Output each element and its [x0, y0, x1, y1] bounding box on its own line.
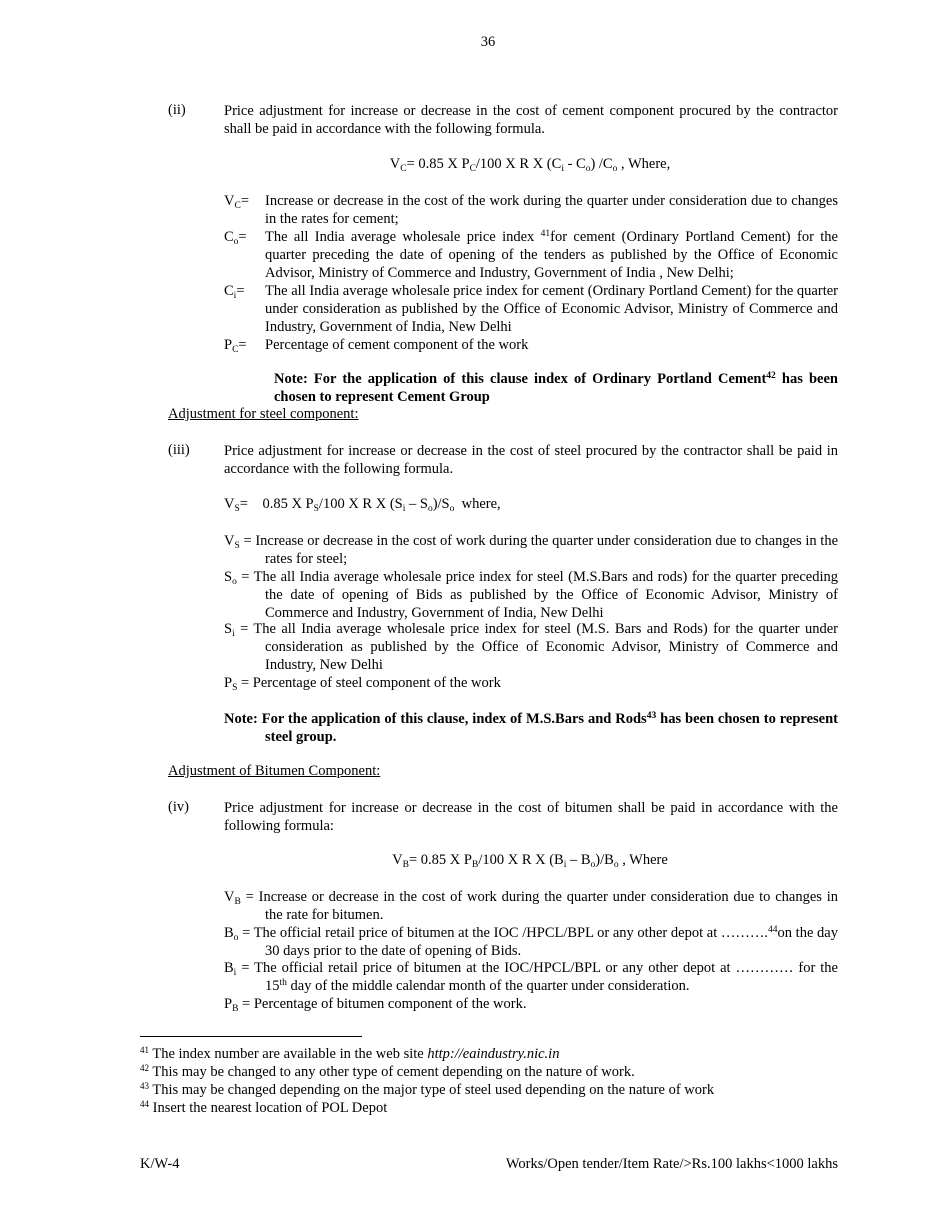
cement-note: Note: For the application of this clause index of Ordinary Portland Cement$^{42}$ has been chosen to represent Cement Group: [274, 371, 838, 405]
footnote-43: $^{43}$ This may be changed depending on the major type of steel used depending on the nature of work: [140, 1081, 715, 1098]
page-number: 36: [480, 34, 496, 50]
clause-iv-text: Price adjustment for increase or decrease in the cost of bitumen shall be paid in accordance with the following formula:: [224, 800, 838, 834]
footnote-44: $^{44}$ Insert the nearest location of POL Depot: [140, 1099, 388, 1116]
definition-ps: $P_S$ = Percentage of steel component of the work: [224, 675, 501, 693]
footnote-ref-43: 43: [646, 711, 657, 721]
definition-vs: $V_S$ = Increase or decrease in the cost of work during the quarter under consideration due to changes in the rates for steel;: [224, 533, 838, 567]
definition-si: $S_i$ = The all India average wholesale price index for steel (M.S. Bars and Rods) for the quarter under consideration as published by the Office of Economic Advisor, Ministry of Commerce and Industry, New Delhi: [224, 621, 838, 673]
clause-iii-text: Price adjustment for increase or decrease in the cost of steel procured by the contractor shall be paid in accordance with the following formula.: [224, 443, 838, 477]
clause-number-iv: (iv): [168, 799, 189, 815]
footnote-42: $^{42}$ This may be changed to any other type of cement depending on the nature of work.: [140, 1063, 635, 1080]
definition-bi: $B_i$ = The official retail price of bitumen at the IOC/HPCL/BPL or any other depot at ………… for the 15th day of the middle calendar month of the quarter under consideration.: [224, 960, 838, 994]
footnote-ref-41: 41: [540, 229, 551, 239]
footnote-ref-42: 42: [766, 371, 776, 381]
clause-number-iii: (iii): [168, 442, 190, 458]
definition-pb: $P_B$ = Percentage of bitumen component of the work.: [224, 996, 527, 1014]
footnote-link[interactable]: http://eaindustry.nic.in: [427, 1046, 560, 1062]
definition-vc: $V_C=$ Increase or decrease in the cost of the work during the quarter under consideration due to changes in the rates for cement;: [224, 193, 838, 227]
footnote-41: $^{41}$ The index number are available in the web site http://eaindustry.nic.in: [140, 1045, 560, 1062]
footer-tender-type: Works/Open tender/Item Rate/>Rs.100 lakhs<1000 lakhs: [505, 1156, 838, 1172]
definition-so: $S_o$ = The all India average wholesale price index for steel (M.S.Bars and rods) for the quarter preceding the date of opening of Bids as published by the Office of Economic Advisor, Ministry of Commerce and Industry, Government of India, New Delhi: [224, 569, 838, 621]
cement-formula: $V_C= 0.85$ X $P_C/100$ X R X $(C_i - C_o)$ $/C_o$ , Where,: [389, 156, 671, 174]
footnote-separator: [140, 1036, 362, 1037]
definition-bo: $B_o$ = The official retail price of bitumen at the IOC /HPCL/BPL or any other depot at ……….$^{44}$on the day 30 days prior to the date of opening of Bids.: [224, 925, 838, 959]
definition-pc: $P_C=$ Percentage of cement component of the work: [224, 337, 529, 355]
clause-ii-text: Price adjustment for increase or decrease in the cost of cement component procured by the contractor shall be paid in accordance with the following formula.: [224, 103, 838, 137]
footnote-ref-44: 44: [768, 925, 778, 935]
bitumen-formula: $V_B= 0.85$ X $P_B/100$ X R X $(B_i - B_o)/B_o$ , Where: [392, 852, 668, 870]
heading-steel: Adjustment for steel component:: [168, 406, 359, 422]
steel-formula: $V_S=$ 0.85 X $P_S/100$ X R X $(S_i - S_o)/S_o$ where,: [224, 496, 501, 514]
heading-bitumen: Adjustment of Bitumen Component:: [168, 763, 381, 779]
clause-number-ii: (ii): [168, 102, 186, 118]
steel-note: Note: For the application of this clause, index of M.S.Bars and Rods$^{43}$ has been chosen to represent steel group.: [224, 711, 838, 745]
definition-co: $C_o=$ The all India average wholesale price index $^{41}$for cement (Ordinary Portland Cement) for the quarter preceding the date of opening of the tenders as published by the Office of Economic Advisor, Ministry of Commerce and Industry, Government of India , New Delhi;: [224, 229, 838, 281]
definition-ci: $C_i=$ The all India average wholesale price index for cement (Ordinary Portland Cement) for the quarter under consideration as published by the Office of Economic Advisor, Ministry of Commerce and Industry, Government of India, New Delhi: [224, 283, 838, 335]
footer-document-code: K/W-4: [140, 1156, 180, 1172]
definition-vb: $V_B$ = Increase or decrease in the cost of work during the quarter under consideration due to changes in the rate for bitumen.: [224, 889, 838, 923]
